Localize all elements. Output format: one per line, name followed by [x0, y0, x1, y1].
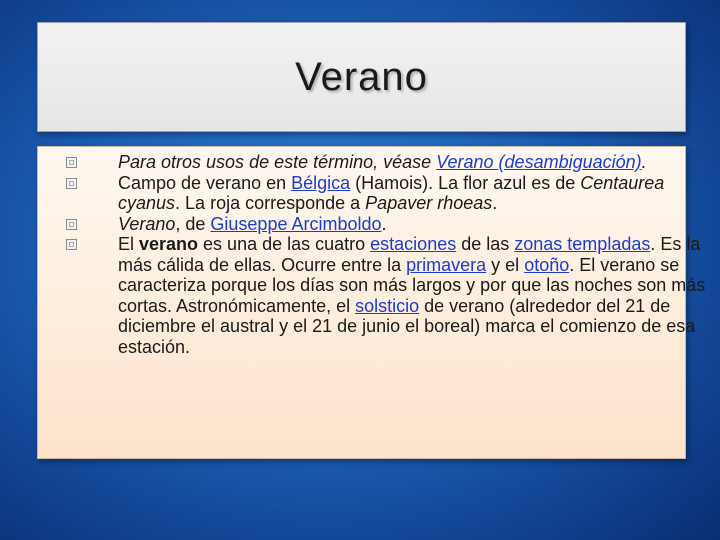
text: de verano (alrededor del 21 de diciembre el austral y el 21 de junio el boreal) marca el comienzo de esa estación.: [118, 295, 696, 357]
text: .: [492, 193, 498, 213]
link-belgica[interactable]: Bélgica: [291, 172, 351, 193]
italic-text: Verano: [118, 213, 176, 234]
text: . El verano se caracteriza porque los días son más largos y por que las noches son más cortas. Astronómicamente, el: [118, 254, 706, 316]
text: .: [641, 152, 647, 172]
text: . Es la más cálida de ellas. Ocurre entre la: [118, 234, 701, 275]
bullet-icon: [66, 219, 77, 230]
list-item: [78, 152, 708, 173]
link-primavera[interactable]: primavera: [406, 254, 487, 275]
bold-text: verano: [139, 234, 199, 254]
italic-text: Papaver rhoeas: [365, 193, 493, 213]
title-box: [37, 22, 686, 132]
text: de las: [456, 234, 515, 254]
text: Campo de verano en: [118, 172, 292, 193]
text: El: [118, 234, 140, 254]
text: Para otros usos de este término, véase: [118, 152, 437, 172]
bullet-icon: [66, 239, 77, 250]
text: y el: [486, 254, 525, 275]
link-solsticio[interactable]: solsticio: [355, 295, 420, 316]
text: , de: [175, 213, 211, 234]
text: .: [381, 213, 387, 234]
text: (Hamois). La flor azul es de: [350, 172, 581, 193]
bullet-icon: [66, 178, 77, 189]
text: . La roja corresponde a: [175, 193, 366, 213]
link-estaciones[interactable]: estaciones: [370, 234, 457, 254]
text: es una de las cuatro: [198, 234, 371, 254]
list-item: [78, 214, 708, 235]
italic-text: Centaurea cyanus: [118, 172, 665, 213]
bullet-list: [78, 152, 708, 357]
list-item: [78, 234, 708, 357]
list-item: [78, 173, 708, 214]
slide-title: Verano: [295, 54, 428, 99]
link-zonas-templadas[interactable]: zonas templadas: [514, 234, 651, 254]
link-verano-desambiguacion[interactable]: Verano (desambiguación): [436, 152, 642, 172]
content-box: [37, 146, 706, 459]
link-otono[interactable]: otoño: [524, 254, 570, 275]
bullet-icon: [66, 157, 77, 168]
link-giuseppe-arcimboldo[interactable]: Giuseppe Arcimboldo: [210, 213, 382, 234]
